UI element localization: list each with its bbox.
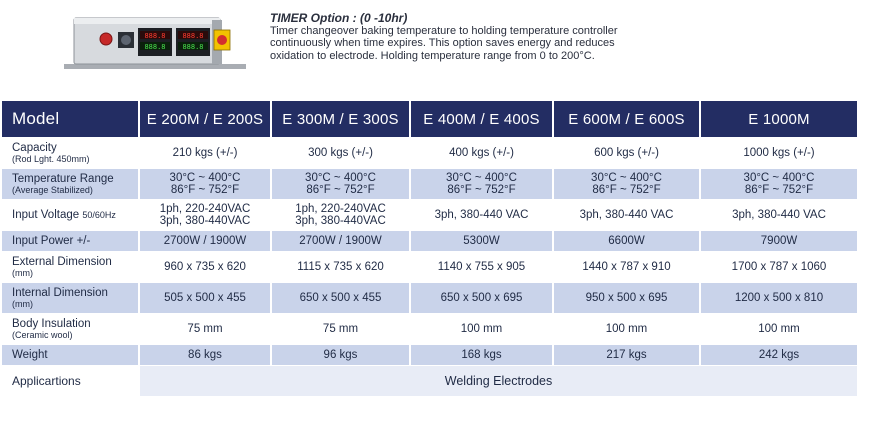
table-cell xyxy=(554,200,699,230)
table-cell xyxy=(411,169,552,199)
cell-text: 30°C ~ 400°C xyxy=(743,172,815,184)
cell-text: 7900W xyxy=(760,235,798,247)
table-cell xyxy=(272,252,409,282)
table-cell xyxy=(140,345,270,365)
cell-text: 3ph, 380-440 VAC xyxy=(732,209,826,221)
timer-option-line: oxidation to electrode. Holding temperature range from 0 to 200°C. xyxy=(270,49,595,62)
table-cell xyxy=(140,314,270,344)
cell-text: 86 kgs xyxy=(188,349,222,361)
table-cell xyxy=(411,252,552,282)
table-cell xyxy=(272,169,409,199)
table-cell xyxy=(701,252,857,282)
table-cell xyxy=(701,345,857,365)
header-e600: E 600M / E 600S xyxy=(554,101,699,137)
table-cell xyxy=(272,200,409,230)
cell-text: 100 mm xyxy=(758,323,800,335)
cell-text: 210 kgs (+/-) xyxy=(172,147,238,159)
header-model: Model xyxy=(2,101,138,137)
table-cell xyxy=(701,283,857,313)
cell-text: 86°F ~ 752°F xyxy=(592,184,661,196)
table-row xyxy=(2,252,857,282)
cell-text: 1700 x 787 x 1060 xyxy=(731,261,827,273)
row-label: Capacity xyxy=(12,142,57,154)
table-cell xyxy=(272,138,409,168)
table-cell xyxy=(411,314,552,344)
cell-text: 75 mm xyxy=(322,323,359,335)
timer-option-title: TIMER Option : (0 -10hr) xyxy=(270,11,408,25)
table-cell xyxy=(140,200,270,230)
row-label-unit: 50/60Hz xyxy=(82,210,116,220)
cell-text: 400 kgs (+/-) xyxy=(449,147,514,159)
row-label-cell xyxy=(2,314,138,344)
cell-text: 960 x 735 x 620 xyxy=(164,261,246,273)
cell-text: 100 mm xyxy=(460,323,503,335)
header-e1000: E 1000M xyxy=(701,101,857,137)
cell-text: 3ph, 380-440VAC xyxy=(295,215,386,227)
table-cell xyxy=(272,231,409,251)
cell-text: 86°F ~ 752°F xyxy=(447,184,516,196)
cell-text: 30°C ~ 400°C xyxy=(169,172,241,184)
table-cell xyxy=(272,314,409,344)
table-cell xyxy=(411,138,552,168)
table-cell xyxy=(701,138,857,168)
row-label-cell xyxy=(2,169,138,199)
table-cell xyxy=(554,169,699,199)
row-label: Input Power +/- xyxy=(12,235,91,247)
table-row xyxy=(2,345,857,365)
specifications-table xyxy=(0,100,859,397)
cell-text: 1440 x 787 x 910 xyxy=(582,261,671,273)
cell-text: 86°F ~ 752°F xyxy=(170,184,240,196)
table-cell xyxy=(140,169,270,199)
table-cell xyxy=(140,252,270,282)
table-cell xyxy=(701,169,857,199)
header-e400: E 400M / E 400S xyxy=(411,101,552,137)
row-label: Temperature Range xyxy=(12,173,114,185)
timer-option-line: continuously when time expires. This option saves energy and reduces xyxy=(270,37,615,50)
row-label: Internal Dimension xyxy=(12,287,108,299)
row-label-cell xyxy=(2,252,138,282)
display-top-readout: 888.8 xyxy=(144,32,166,40)
cell-text: 3ph, 380-440 VAC xyxy=(434,209,529,221)
cell-text: 300 kgs (+/-) xyxy=(308,147,373,159)
table-cell xyxy=(272,283,409,313)
table-cell xyxy=(272,345,409,365)
row-label: Body Insulation xyxy=(12,318,91,330)
applications-value: Welding Electrodes xyxy=(140,366,857,396)
cell-text: 75 mm xyxy=(187,323,223,335)
row-label-cell xyxy=(2,345,138,365)
cell-text: 3ph, 380-440 VAC xyxy=(579,209,674,221)
timer-option-note xyxy=(270,12,710,62)
row-label: External Dimension xyxy=(12,256,112,268)
cell-text: 950 x 500 x 695 xyxy=(585,292,668,304)
svg-text:888.8: 888.8 xyxy=(182,43,204,51)
cell-text: 86°F ~ 752°F xyxy=(306,184,375,196)
row-label-note: (mm) xyxy=(12,299,33,309)
cell-text: 1200 x 500 x 810 xyxy=(734,292,824,304)
table-cell xyxy=(554,283,699,313)
cell-text: 600 kgs (+/-) xyxy=(594,147,659,159)
row-label-note: (mm) xyxy=(12,268,33,278)
applications-row xyxy=(2,366,857,396)
header-e200: E 200M / E 200S xyxy=(140,101,270,137)
display-bottom-readout: 888.8 xyxy=(144,43,166,51)
table-cell xyxy=(554,138,699,168)
cell-text: 1ph, 220-240VAC xyxy=(295,203,386,215)
row-label-note: (Average Stabilized) xyxy=(12,185,93,195)
table-cell xyxy=(140,231,270,251)
table-cell xyxy=(411,200,552,230)
table-cell xyxy=(554,345,699,365)
table-row xyxy=(2,283,857,313)
oven-controller-image xyxy=(64,14,246,70)
row-label-note: (Ceramic wool) xyxy=(12,330,73,340)
table-cell xyxy=(411,283,552,313)
table-cell xyxy=(554,314,699,344)
row-label-note: (Rod Lght. 450mm) xyxy=(12,154,90,164)
row-label-cell xyxy=(2,200,138,230)
table-header-row xyxy=(2,101,857,137)
row-label-cell xyxy=(2,231,138,251)
cell-text: 86°F ~ 752°F xyxy=(744,184,814,196)
row-label: Input Voltage xyxy=(12,209,80,221)
cell-text: 1000 kgs (+/-) xyxy=(743,147,815,159)
cell-text: 168 kgs xyxy=(461,349,502,361)
table-row xyxy=(2,200,857,230)
cell-text: 30°C ~ 400°C xyxy=(591,172,662,184)
table-cell xyxy=(701,231,857,251)
table-cell xyxy=(701,314,857,344)
cell-text: 2700W / 1900W xyxy=(299,235,382,247)
table-row xyxy=(2,138,857,168)
table-cell xyxy=(554,252,699,282)
table-cell xyxy=(411,231,552,251)
cell-text: 6600W xyxy=(608,235,645,247)
cell-text: 217 kgs xyxy=(606,349,647,361)
cell-text: 1140 x 755 x 905 xyxy=(437,261,526,273)
header-e300: E 300M / E 300S xyxy=(272,101,409,137)
table-cell xyxy=(140,138,270,168)
cell-text: 100 mm xyxy=(605,323,648,335)
cell-text: 96 kgs xyxy=(323,349,358,361)
cell-text: 242 kgs xyxy=(758,349,800,361)
table-cell xyxy=(554,231,699,251)
cell-text: 1ph, 220-240VAC xyxy=(159,203,251,215)
applications-label: Applicartions xyxy=(2,366,138,396)
cell-text: 5300W xyxy=(463,235,500,247)
cell-text: 1115 x 735 x 620 xyxy=(297,261,384,273)
row-label-cell xyxy=(2,283,138,313)
svg-text:888.8: 888.8 xyxy=(182,32,204,40)
cell-text: 30°C ~ 400°C xyxy=(446,172,517,184)
table-cell xyxy=(140,283,270,313)
table-cell xyxy=(411,345,552,365)
table-row xyxy=(2,314,857,344)
table-row xyxy=(2,169,857,199)
cell-text: 3ph, 380-440VAC xyxy=(159,215,251,227)
table-row xyxy=(2,231,857,251)
row-label: Weight xyxy=(12,349,48,361)
cell-text: 2700W / 1900W xyxy=(163,235,247,247)
row-label-cell xyxy=(2,138,138,168)
cell-text: 30°C ~ 400°C xyxy=(305,172,376,184)
cell-text: 650 x 500 x 695 xyxy=(440,292,523,304)
cell-text: 505 x 500 x 455 xyxy=(164,292,246,304)
cell-text: 650 x 500 x 455 xyxy=(299,292,382,304)
table-cell xyxy=(701,200,857,230)
timer-option-line: Timer changeover baking temperature to holding temperature controller xyxy=(270,25,618,38)
